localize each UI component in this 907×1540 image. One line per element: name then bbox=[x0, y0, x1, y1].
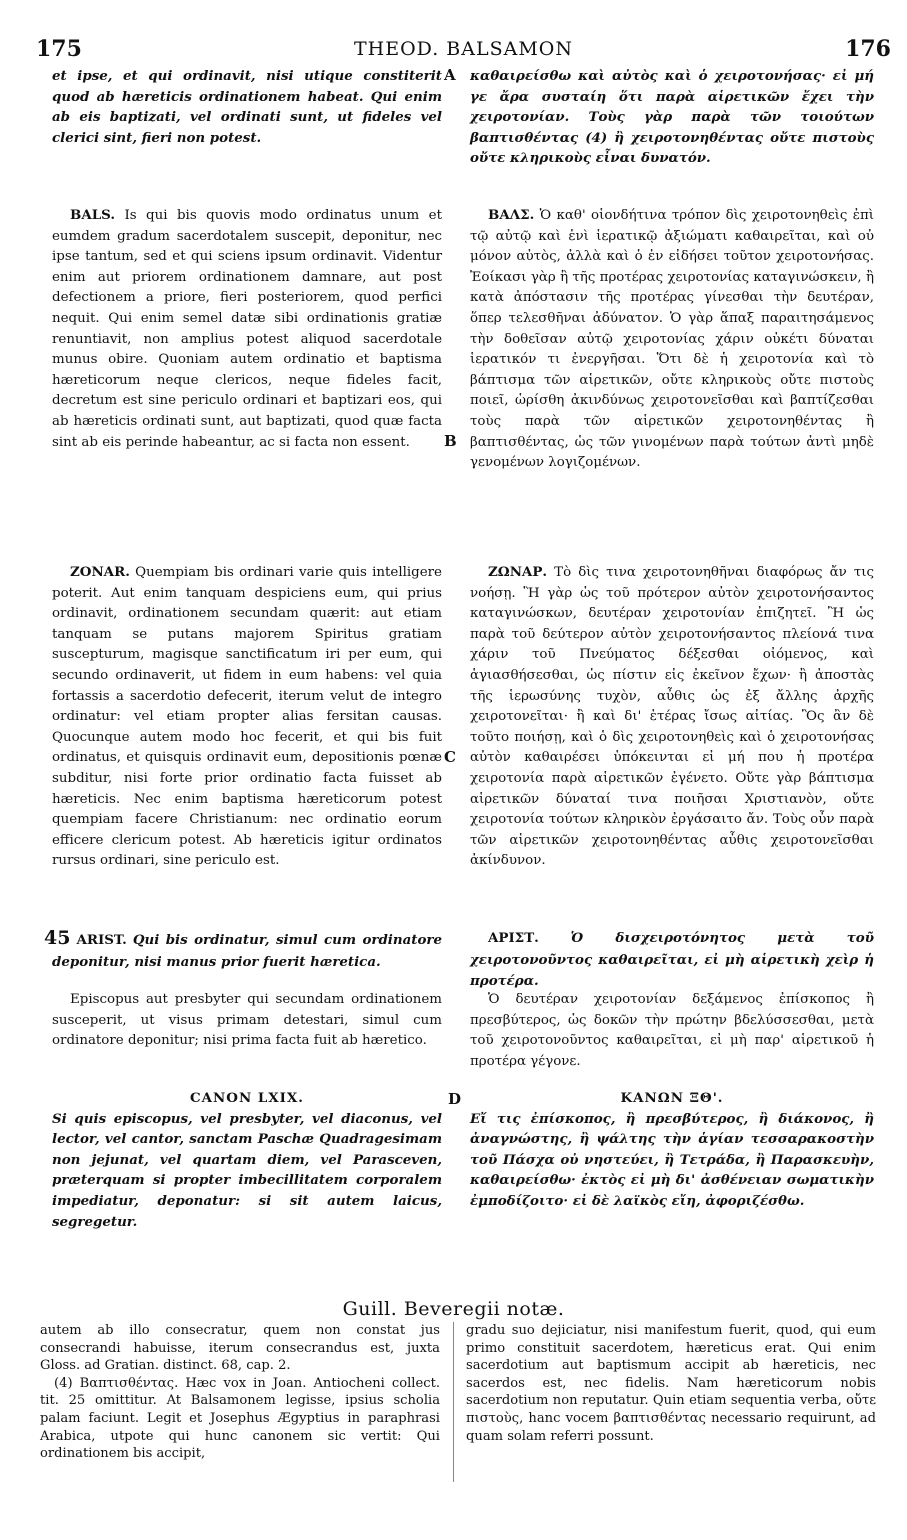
page-number-right: 176 bbox=[845, 36, 891, 62]
latin-canon-text: Si quis episcopus, vel presbyter, vel diaconus, vel lector, vel cantor, sanctam Paschæ Quadragesimam non jejunat, vel quartam diem, vel Parasceven, præterquam si propter imbecillitatem corporalem impediatur, deponatur: si sit autem laicus, segregetur. bbox=[52, 1110, 442, 1230]
note-italic-quote: Qui ordinationem bis accipit, bbox=[40, 1428, 440, 1462]
greek-canon-end: καθαιρείσθω καὶ αὐτὸς καὶ ὁ χειροτονήσας· εἰ μή γε ἄρα συσταίη ὅτι παρὰ αἱρετικῶν ἔχει τὴν χειροτονίαν. Τοὺς γὰρ παρὰ τῶν τοιούτων βαπτισθέντας (4) ἢ χειροτονηθέντας οὔτε πιστοὺς οὔτε κληρικοὺς εἶναι δυνατόν. bbox=[470, 68, 874, 167]
latin-arist-label: ARIST. bbox=[76, 932, 127, 948]
latin-arist-text: Qui bis ordinatur, simul cum ordinatore deponitur, nisi manus prior fuerit hæretica. bbox=[52, 932, 442, 970]
note-number: (4) bbox=[54, 1375, 73, 1391]
greek-aristenus bbox=[470, 928, 874, 993]
notes-right-greek2: βαπτισθέντας bbox=[613, 1410, 706, 1426]
greek-canon-text: Εἴ τις ἐπίσκοπος, ἢ πρεσβύτερος, ἢ διάκονος, ἢ ἀναγνώστης, ἢ ψάλτης τὴν ἁγίαν τεσσαρακοστὴν τοῦ Πάσχα οὐ νηστεύει, ἢ Τετράδα, ἢ Παρασκευὴν, καθαιρείσθω· ἐκτὸς εἰ μὴ δι' ἀσθένειαν σωματικὴν ἐμποδίζοιτο· εἰ δὲ λαϊκὸς εἴη, ἀφοριζέσθω. bbox=[470, 1110, 874, 1209]
margin-number: 45 bbox=[44, 927, 71, 949]
notes-left-p1: autem ab illo consecratur, quem non constat jus consecrandi habuisse, iterum consecrandus est, juxta Gloss. ad Gratian. distinct. 68, cap. 2. bbox=[40, 1323, 440, 1374]
greek-zonaras bbox=[470, 562, 874, 872]
page-number-left: 175 bbox=[36, 36, 82, 62]
notes-right-text2: hanc vocem bbox=[528, 1410, 609, 1426]
latin-zonar-text: Quempiam bis ordinari varie quis intelligere poterit. Aut enim tanquam despiciens eum, qui prius ordinavit, ordinationem secundam quærit: aut etiam tanquam se putans majorem Spiritus gratiam suscepturum, magisque sanctificatum iri per eum, qui secundo ordinaverit, ut fidem in eum habens: vel quia fortassis a sacerdotio defecerit, iterum velut de integro ordinatur: vel etiam propter alias fersitan causas. Quocunque autem modo hoc fecerit, et qui bis fuit ordinatus, et quisquis ordinavit eum, depositionis pœnæ subditur, nisi forte prior ordinatio facta fuisset ab hæreticis. Nec enim baptisma hæreticorum potest quempiam facere Christianum: nec ordinatio eorum efficere clericum potest. Ab hæreticis igitur ordinatos rursus ordinari, sine periculo est. bbox=[52, 565, 442, 869]
margin-letter-a: A bbox=[444, 66, 456, 84]
latin-canon-end: et ipse, et qui ordinavit, nisi utique constiterit quod ab hæreticis ordinationem habeat. Qui enim ab eis baptizati, vel ordinati sunt, ut fideles vel clerici sint, fieri non potest. bbox=[52, 68, 442, 146]
latin-canon-69 bbox=[52, 1088, 442, 1232]
notes-title: Guill. Beveregii notæ. bbox=[342, 1298, 565, 1320]
page-header bbox=[36, 36, 891, 64]
running-head: THEOD. BALSAMON bbox=[353, 38, 574, 60]
margin-letter-b: B bbox=[444, 432, 457, 450]
notes-right-quote: gradu suo dejiciatur, nisi manifestum fuerit, quod, qui eum primo constituit sacerdotem, hæreticus erat. Qui enim sacerdotium aut baptismum accipit ab hæreticis, nec sacerdos est, nec fidelis. Nam hæreticorum nobis sacerdotium non reputatur. bbox=[466, 1323, 876, 1409]
greek-episc-text: Ὁ δευτέραν χειροτονίαν δεξάμενος ἐπίσκοπος ἢ πρεσβύτερος, ὡς δοκῶν τὴν πρώτην βδελύσσεσθαι, μετὰ τοῦ χειροτονοῦντος καθαιρεῖται, εἰ μὴ παρ' αἱρετικοῦ ἡ προτέρα γέγονε. bbox=[470, 992, 874, 1069]
greek-balsamon bbox=[470, 205, 874, 474]
latin-aristenus bbox=[44, 927, 442, 973]
latin-zonar-label: ZONAR. bbox=[70, 564, 130, 580]
notes-right-greek: οὔτε πιστοὺς, bbox=[466, 1393, 876, 1426]
greek-canon-title: ΚΑΝΩΝ ΞΘ'. bbox=[620, 1090, 724, 1106]
notes-right-text1: Quin etiam sequentia verba, bbox=[652, 1393, 842, 1409]
latin-bals-label: BALS. bbox=[70, 207, 115, 223]
greek-episcopus bbox=[470, 990, 874, 1072]
greek-arist-text: Ὁ δισχειροτόνητος μετὰ τοῦ χειροτονοῦντος καθαιρεῖται, εἰ μὴ αἱρετικὴ χεὶρ ἡ προτέρα. bbox=[470, 930, 874, 990]
latin-episc-text: Episcopus aut presbyter qui secundam ordinationem susceperit, ut visus primam detestari, simul cum ordinatore deponitur; nisi prima facta fuit ab hæretico. bbox=[52, 992, 442, 1049]
latin-bals-text: Is qui bis quovis modo ordinatus unum et eumdem gradum sacerdotalem suscepit, deponitur, nec ipse tantum, sed et qui sciens ipsum ordinavit. Videntur enim aut priorem ordinationem damnare, aut post defectionem a priore, fieri posteriorem, quod perfici nequit. Qui enim semel datæ sibi ordinationis gratiæ renuntiavit, non amplius potest aliquod sacerdotale munus obire. Quoniam autem ordinatio et baptisma hæreticorum neque clericos, neque fideles facit, decretum est sine periculo ordinari et baptizari eos, qui ab hæreticis ordinati sunt, aut baptizati, quod quæ facta sint ab eis perinde habeantur, ac si facta non essent. bbox=[52, 208, 442, 450]
greek-column-top bbox=[470, 66, 874, 169]
notes-right-text3: necessario requirunt, ad quam solam referri possunt. bbox=[466, 1410, 876, 1444]
greek-zonar-label: ΖΩΝΑΡ. bbox=[488, 564, 548, 580]
margin-letter-c: C bbox=[444, 748, 456, 766]
latin-balsamon bbox=[52, 205, 442, 453]
greek-canon-69 bbox=[470, 1088, 874, 1212]
latin-canon-title: CANON LXIX. bbox=[190, 1090, 304, 1106]
note-text: Hæc vox in Joan. Antiocheni collect. tit. 25 omittitur. At Balsamonem legisse, ipsius scholia palam faciunt. Legit et Josephus Ægyptius in paraphrasi Arabica, utpote qui hunc canonem sic vertit: bbox=[40, 1375, 440, 1444]
latin-episcopus bbox=[52, 990, 442, 1052]
greek-zonar-text: Τὸ δὶς τινα χειροτονηθῆναι διαφόρως ἄν τις νοήσῃ. Ἢ γὰρ ὡς τοῦ πρότερον αὐτὸν χειροτονήσαντος καταγινώσκων, δευτέραν χειροτονίαν ἐπιζητεῖ. Ἢ ὡς παρὰ τοῦ δεύτερον αὐτὸν χειροτονήσαντος πλείονά τινα χάριν τοῦ Πνεύματος δέξεσθαι οἰόμενος, καὶ ἁγιασθήσεσθαι, ὡς πίστιν εἰς ἐκεῖνον ἔχων· ἢ ἀποστὰς τῆς ἱερωσύνης τυχὸν, αὖθις ὡς ἐξ ἄλλης ἀρχῆς χειροτονεῖται· ἢ καὶ δι' ἑτέρας ἴσως αἰτίας. Ὃς ἂν δὲ τοῦτο ποιήσῃ, καὶ ὁ δὶς χειροτονηθεὶς καὶ ὁ χειροτονήσας αὐτὸν καθαιρέσει ὑπόκεινται εἰ μή που ἡ προτέρα χειροτονία παρὰ αἱρετικῶν ἐγένετο. Οὔτε γὰρ βάπτισμα αἱρετικῶν δύναταί τινα ποιῆσαι Χριστιανὸν, οὔτε χειροτονία τούτων κληρικὸν ἐργάσαιτο ἄν. Τοὺς οὖν παρὰ τῶν αἱρετικῶν χειροτονηθέντας αὖθις χειροτονεῖσθαι ἀκίνδυνον. bbox=[470, 565, 874, 869]
notes-right-column bbox=[466, 1322, 876, 1445]
greek-bals-text: Ὁ καθ' οἱονδήτινα τρόπον δὶς χειροτονηθεὶς ἐπὶ τῷ αὐτῷ καὶ ἑνὶ ἱερατικῷ ἀξιώματι καθαιρεῖται, καὶ οὐ μόνον αὐτὸς, ἀλλὰ καὶ ὁ ἐν εἰδήσει τοῦτον χειροτονήσας. Ἐοίκασι γὰρ ἢ τῆς προτέρας χειροτονίας καταγινώσκειν, ἢ κατὰ ἀπόστασιν τῆς προτέρας γίνεσθαι τὴν δευτέραν, ὅπερ τελεσθῆναι ἀδύνατον. Ὁ γὰρ ἅπαξ παραιτησάμενος τὴν δοθεῖσαν αὐτῷ χειροτονίας χάριν οὐκέτι δύναται ἱερατικόν τι ἐνεργῆσαι. Ὅτι δὲ ἡ χειροτονία καὶ τὸ βάπτισμα τῶν αἱρετικῶν, οὔτε κληρικοὺς οὔτε πιστοὺς ποιεῖ, ὡρίσθη ἀκινδύνως χειροτονεῖσθαι καὶ βαπτίζεσθαι τοὺς παρὰ τῶν αἱρετικῶν χειροτονηθέντας ἢ βαπτισθέντας, ὡς τῶν γινομένων παρὰ τούτων ἀντὶ μηδὲ γενομένων λογιζομένων. bbox=[470, 208, 875, 471]
notes-left-column bbox=[40, 1322, 440, 1463]
note-greek-term: Βαπτισθέντας. bbox=[79, 1375, 179, 1391]
greek-arist-label: ΑΡΙΣΤ. bbox=[488, 930, 539, 946]
notes-divider bbox=[453, 1322, 454, 1482]
latin-zonaras bbox=[52, 562, 442, 872]
margin-letter-d: D bbox=[448, 1090, 462, 1108]
latin-column-top bbox=[52, 66, 442, 148]
greek-bals-label: ΒΑΛΣ. bbox=[488, 207, 535, 223]
